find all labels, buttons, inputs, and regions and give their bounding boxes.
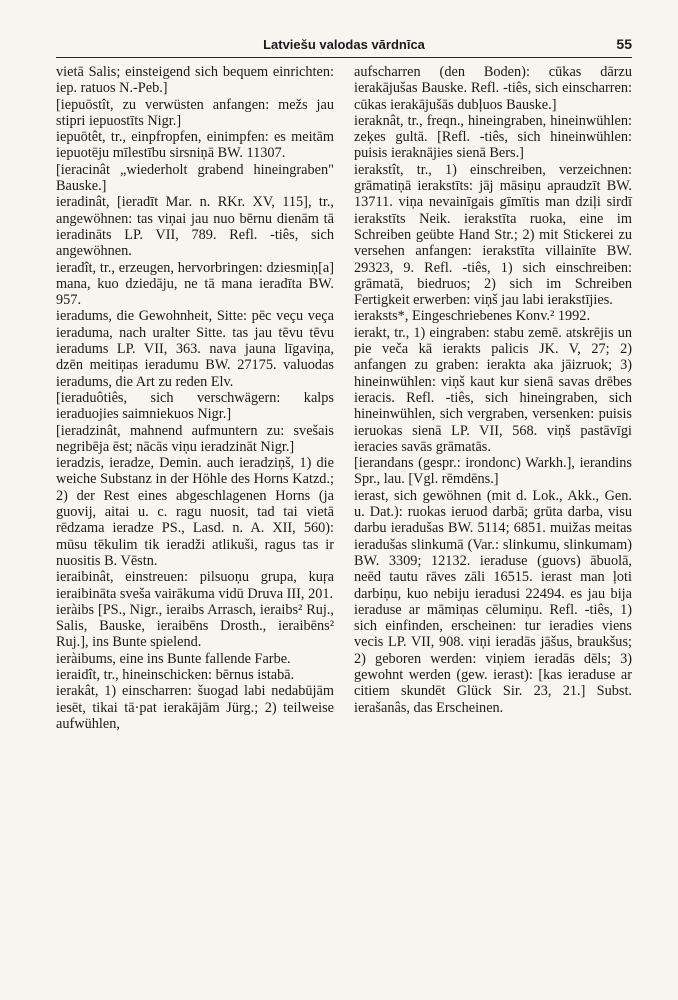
dictionary-entry: iepuōtêt, tr., einpfropfen, einimpfen: es meitām iepuotēju mīlestību sirsniņā BW. 11307.: [56, 129, 334, 162]
dictionary-entry: ieraksts*, Eingeschriebenes Konv.² 1992.: [354, 308, 591, 325]
dictionary-entry: ierakstît, tr., 1) einschreiben, verzeichnen: grāmatiņā ierakstīts: jāj māsiņu apraudzīt BW. 13711. viņa nevainīgais gīmītis man dziļi sirdī ierakstīts Neik. ierakstīta ruoka, eine im Schreiben geübte Hand Str.; 2) mit Stickerei zu versehen anfangen: ierakstīta villainīte BW. 29323, 9. Refl. -tiês, 1) sich einschreiben: grāmatā, biedruos; 2) sich im Schreiben Fertigkeit erwerben: viņš jau labi ierakstījies.: [354, 161, 632, 309]
dictionary-entry: ieradît, tr., erzeugen, hervorbringen: dziesmiņ[a] mana, kuo dziedāju, ne tā mana ieradīta BW. 957.: [56, 259, 334, 309]
dictionary-entry: [ieradzinât, mahnend aufmuntern zu: svešais negribēja ēst; nācās viņu ieradzināt Nigr.]: [56, 422, 334, 455]
dictionary-entry: [ieracinât „wiederholt grabend hineingraben" Bauske.]: [56, 161, 334, 195]
dictionary-entry: ieraidît, tr., hineinschicken: bērnus istabā.: [56, 666, 295, 683]
dictionary-entry: ieradums, die Gewohnheit, Sitte: pēc veçu veça ieraduma, nach uralter Sitte. tas jau tēvu tēvu ieradums LP. VII, 363. nava jauna līgaviņa, dzēn meitiņas ieradumu BW. 27175. valuodas ieradums, die Art zu reden Elv.: [56, 308, 334, 390]
dictionary-entry: ieradzis, ieradze, Demin. auch ieradziņš, 1) die weiche Substanz in der Höhle des Horns Katzd.; 2) der Rest eines abgeschlagenen Horns (ja guovij, aitai u. c. ragu nuosit, tad tai vietā rēdzama ieradze PS., Lasd. n. A. XII, 560): mūsu tēkulim tik ieradži atlikuši, ragus tas ir nuositis B. Vēstn.: [56, 455, 334, 569]
dictionary-entry: ieraknât, tr., freqn., hineingraben, hineinwühlen: zeķes gultā. [Refl. -tiês, sich hineinwühlen: puisis ieraknājies sienā Bers.]: [354, 112, 632, 162]
dictionary-entry: [iepuōstît, zu verwüsten anfangen: mežs jau stipri iepuostīts Nigr.]: [56, 96, 334, 129]
page-title: Latviešu valodas vārdnīca: [263, 37, 425, 52]
dictionary-entry: ieradinât, [ieradīt Mar. n. RKr. XV, 115], tr., angewöhnen: tas viņai jau nuo bērnu dienām tā ieradināts LP. VII, 789. Refl. -tiês, sich angewöhnen.: [56, 194, 334, 260]
dictionary-entry: [ieraduôtiês, sich verschwägern: kalps ieraduojies saimniekuos Nigr.]: [56, 389, 334, 423]
running-header: [56, 33, 632, 58]
dictionary-entry: [ierandans (gespr.: irondonc) Warkh.], ierandins Spr., lau. [Vgl. rēmdēns.]: [354, 455, 632, 488]
left-column: [56, 64, 334, 732]
dictionary-entry: ierakt, tr., 1) eingraben: stabu zemē. atskrējis un pie veča kā ierakts palicis JK. V, 27; 2) anfangen zu graben: ierakta aka jāizruok; 3) hineinwühlen: viņš kaut kur sienā savas drēbes ieracis. Refl. -tiês, sich hineingraben, sich hineinwühlen, sich vergraben, versenken: puisis ieruokas sienā LP. VII, 568. viņš pastāvīgi ieracies savās grāmatās.: [354, 324, 632, 455]
dictionary-entry: aufscharren (den Boden): cūkas dārzu ierakājušas Bauske. Refl. -tiês, sich einscharren: cūkas ierakājušās dubļuos Bauske.]: [354, 64, 632, 113]
dictionary-entry: ierakât, 1) einscharren: šuogad labi nedabūjām iesēt, tikai tā·pat ierakājām Jürg.; 2) teilweise aufwühlen,: [56, 683, 334, 732]
dictionary-entry: ierast, sich gewöhnen (mit d. Lok., Akk., Gen. u. Dat.): ruokas ieruod darbā; grūta darba, visu darbu ieradušas BW. 5114; 6851. muižas meitas ieradušas slinkumā (Var.: slinkumu, slinkumam) BW. 3309; 12132. ieraduse (guovs) ābuolā, neēd tautu rāves zāli 16515. ierast man ļoti darbiņu, kuo nebiju ieradusi 22494. es jau bija ieradusе ar māmiņas cēlumiņu. Refl. -tiês, 1) sich einfinden, erscheinen: tur ieradies viens vecis LP. VII, 908. viņi ieradās jāšus, braukšus; 2) geboren werden: viņiem ieradās dēls; 3) gewohnt werden (gew. ierast): [kas ieraduse ar citiem skundēt Glück Sir. 23, 21.] Subst. ierašanâs, das Erscheinen.: [354, 487, 632, 716]
dictionary-entry: ieraibinât, einstreuen: pilsuoņu grupa, kuŗa ieraibināta sveša vairākuma vidū Druva III, 201.: [56, 569, 334, 602]
dictionary-entry: ieràibs [PS., Nigr., ieraibs Arrasch, ieraibs² Ruj., Salis, Bauske, ieraibēns Drosth., ieraibēns² Ruj.], ins Bunte spielend.: [56, 601, 334, 651]
dictionary-entry: ieràibums, eine ins Bunte fallende Farbe.: [56, 650, 291, 667]
right-column: [354, 64, 632, 716]
page-number: 55: [616, 36, 632, 52]
dictionary-entry: vietā Salis; einsteigend sich bequem einrichten: iep. ratuos N.-Peb.]: [56, 64, 334, 97]
